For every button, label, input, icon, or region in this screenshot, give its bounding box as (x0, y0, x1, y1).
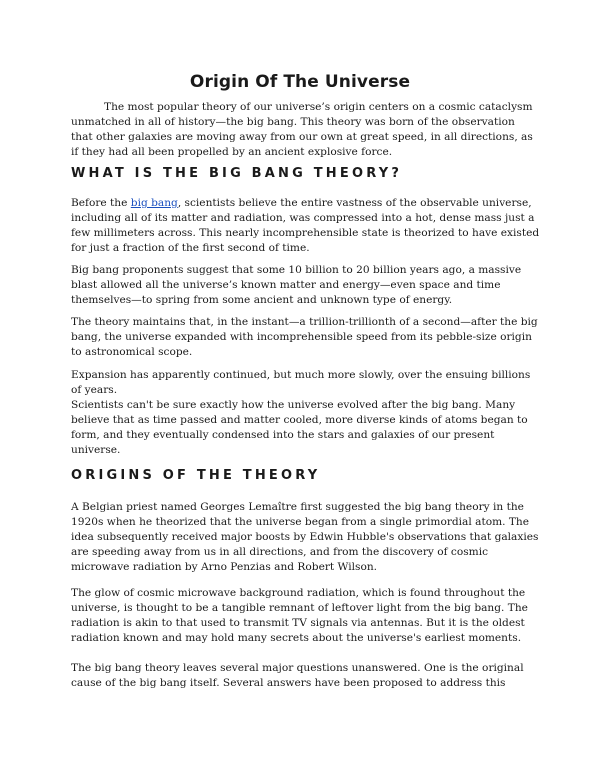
paragraph-expansion: Expansion has apparently continued, but much more slowly, over the ensuing billions of years. Scientists can't be sure exactly how the universe evolved after the big bang. Many believe that as time passed and matter cooled, more diverse kinds of atoms began to form, and they eventually condensed into the stars and galaxies of our present universe. (71, 369, 531, 456)
paragraph-before-big-bang (71, 196, 541, 256)
page-title: Origin Of The Universe (189, 72, 411, 92)
paragraph-microwave-background: The glow of cosmic microwave background radiation, which is found throughout the universe, is thought to be a tangible remnant of leftover light from the big bang. The radiation is akin to that used to transmit TV signals via antennas. But it is the oldest radiation known and may hold many secrets about the universe's earliest moments. (71, 587, 528, 644)
paragraph-theory-maintains: The theory maintains that, in the instant—a trillion-trillionth of a second—after the big bang, the universe expanded with incomprehensible speed from its pebble-size origin to astronomical scope. (71, 316, 538, 358)
paragraph-unanswered-questions: The big bang theory leaves several major questions unanswered. One is the original cause of the big bang itself. Several answers have been proposed to address this (71, 662, 524, 689)
section-heading-big-bang: WHAT IS THE BIG BANG THEORY? (71, 166, 403, 181)
paragraph-proponents: Big bang proponents suggest that some 10 billion to 20 billion years ago, a massive blast allowed all the universe’s known matter and energy—even space and time themselves—to spring from some ancient and unknown type of energy. (71, 264, 522, 306)
big-bang-link[interactable]: big bang (130, 197, 178, 209)
paragraph-text: , scientists believe the entire vastness of the observable universe, including all of its matter and radiation, was compressed into a hot, dense mass just a few millimeters across. This nearly incomprehensible state is theorized to have existed for just a fraction of the first second of time. (71, 197, 540, 254)
section-heading-origins: ORIGINS OF THE THEORY (71, 468, 321, 483)
intro-paragraph: The most popular theory of our universe’s origin centers on a cosmic cataclysm unmatched in all of history—the big bang. This theory was born of the observation that other galaxies are moving away from our own at great speed, in all directions, as if they had all been propelled by an ancient explosive force. (71, 101, 533, 158)
paragraph-text: Before the (71, 197, 131, 209)
paragraph-lemaitre: A Belgian priest named Georges Lemaître first suggested the big bang theory in the 1920s when he theorized that the universe began from a single primordial atom. The idea subsequently received major boosts by Edwin Hubble's observations that galaxies are speeding away from us in all directions, and from the discovery of cosmic microwave radiation by Arno Penzias and Robert Wilson. (71, 501, 539, 573)
